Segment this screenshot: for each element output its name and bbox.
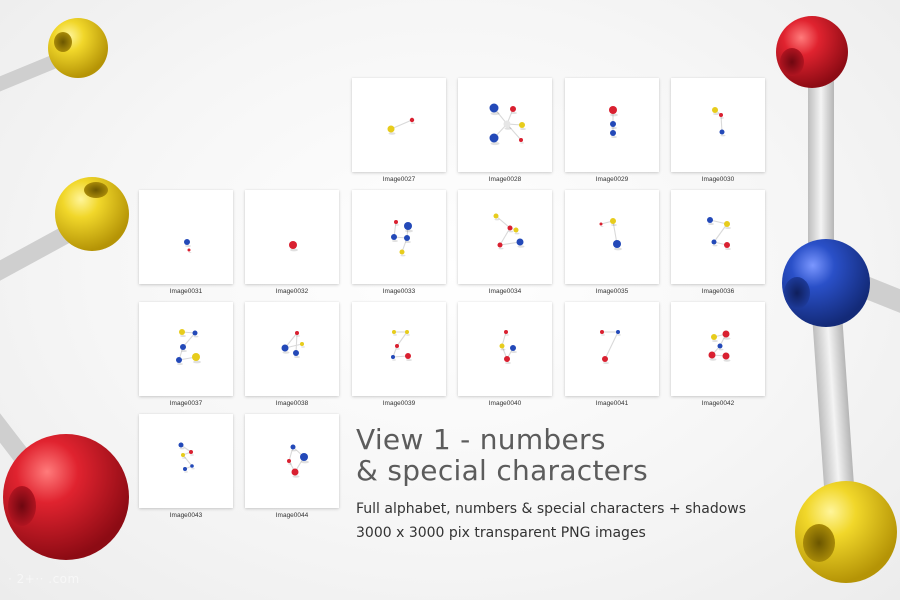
thumbnail-label: Image0037 xyxy=(169,400,203,407)
thumbnail-tile[interactable] xyxy=(352,302,446,396)
ball-shadow xyxy=(721,135,726,137)
ball-shadow xyxy=(710,358,717,360)
thumbnail-label: Image0030 xyxy=(701,176,735,183)
molecule-ball xyxy=(514,228,519,233)
molecule-ball xyxy=(490,134,499,143)
ball-shadow xyxy=(406,334,410,335)
thumbnail-tile[interactable] xyxy=(671,78,765,172)
thumbnail-tile[interactable] xyxy=(352,78,446,172)
thumbnail-tile[interactable] xyxy=(245,190,339,284)
molecule-ball xyxy=(391,234,397,240)
molecule-glyph xyxy=(139,190,233,284)
ball-shadow xyxy=(611,127,617,129)
molecule-ball xyxy=(400,250,405,255)
ball-shadow xyxy=(505,362,511,364)
molecule-stick xyxy=(500,228,510,245)
ball-shadow xyxy=(515,233,520,235)
molecule-ball xyxy=(289,241,297,249)
ball-shadow xyxy=(603,362,609,364)
molecule-glyph xyxy=(671,78,765,172)
molecule-glyph xyxy=(139,414,233,508)
molecule-ball xyxy=(724,221,730,227)
molecule-glyph xyxy=(565,302,659,396)
ball-shadow xyxy=(283,351,290,353)
molecule-ball xyxy=(188,249,191,252)
ball-shadow xyxy=(720,117,724,118)
molecule-ball xyxy=(179,443,184,448)
ball-shadow xyxy=(393,334,397,335)
ball-shadow xyxy=(395,224,399,225)
ball-shadow xyxy=(614,248,622,251)
ball-shadow xyxy=(601,334,605,335)
molecule-ball xyxy=(176,357,182,363)
thumbnail-tile[interactable] xyxy=(565,302,659,396)
ball-shadow xyxy=(610,114,618,117)
description-line-1: Full alphabet, numbers & special characters + shadows xyxy=(356,501,747,517)
thumbnail-label: Image0036 xyxy=(701,288,735,295)
ball-shadow xyxy=(194,336,199,338)
ball-shadow xyxy=(389,132,396,134)
thumbnail-label: Image0039 xyxy=(382,400,416,407)
thumbnail-label: Image0029 xyxy=(595,176,629,183)
thumbnail-label: Image0028 xyxy=(488,176,522,183)
ball-shadow xyxy=(520,142,524,143)
molecule-ball xyxy=(712,107,718,113)
ball-shadow xyxy=(294,356,300,358)
thumbnail-tile[interactable] xyxy=(458,78,552,172)
thumbnail-tile[interactable] xyxy=(671,302,765,396)
molecule-glyph xyxy=(245,302,339,396)
ball-shadow xyxy=(724,359,731,361)
ball-shadow xyxy=(185,245,191,247)
thumbnail-tile[interactable] xyxy=(458,302,552,396)
ball-shadow xyxy=(396,348,400,349)
thumbnail-label: Image0038 xyxy=(275,400,309,407)
molecule-ball xyxy=(405,330,409,334)
ball-shadow xyxy=(405,230,413,233)
molecule-stick xyxy=(397,332,407,346)
molecule-ball xyxy=(287,459,291,463)
thumbnail-label: Image0027 xyxy=(382,176,416,183)
headline-line-1: View 1 - numbers xyxy=(356,423,606,456)
molecule-ball xyxy=(183,467,187,471)
molecule-ball xyxy=(391,355,395,359)
molecule-ball xyxy=(723,353,730,360)
molecule-ball xyxy=(610,218,616,224)
ball-shadow xyxy=(392,359,396,360)
molecule-stick xyxy=(183,455,192,466)
ball-shadow xyxy=(505,334,509,335)
molecule-ball xyxy=(404,222,412,230)
ball-shadow xyxy=(499,248,504,250)
ball-shadow xyxy=(501,349,506,351)
molecule-ball xyxy=(192,353,200,361)
ball-shadow xyxy=(520,128,526,130)
ball-shadow xyxy=(177,363,183,365)
molecule-ball xyxy=(602,356,608,362)
molecule-ball xyxy=(292,469,299,476)
ball-shadow xyxy=(611,136,617,138)
ball-shadow xyxy=(601,226,604,227)
thumbnail-tile[interactable] xyxy=(565,78,659,172)
ball-shadow xyxy=(184,471,188,472)
molecule-ball xyxy=(718,344,723,349)
molecule-ball xyxy=(494,214,499,219)
ball-shadow xyxy=(725,248,731,250)
ball-shadow xyxy=(182,457,186,458)
molecule-ball xyxy=(498,243,503,248)
headline-line-2: & special characters xyxy=(356,454,649,487)
molecule-stick xyxy=(714,224,727,242)
molecule-ball xyxy=(610,121,616,127)
thumbnail-label: Image0031 xyxy=(169,288,203,295)
molecule-stick xyxy=(605,332,618,359)
molecule-ball xyxy=(519,122,525,128)
ball-shadow xyxy=(180,448,185,450)
molecule-ball xyxy=(609,106,617,114)
molecule-ball xyxy=(504,356,510,362)
headline xyxy=(356,424,776,486)
molecule-ball xyxy=(404,235,410,241)
molecule-ball xyxy=(410,118,414,122)
molecule-ball xyxy=(600,223,603,226)
molecule-ball xyxy=(723,331,730,338)
molecule-ball xyxy=(388,126,395,133)
molecule-glyph xyxy=(671,302,765,396)
ball-shadow xyxy=(406,359,412,361)
thumbnail-label: Image0041 xyxy=(595,400,629,407)
ball-shadow xyxy=(617,334,621,335)
ball-shadow xyxy=(301,461,309,464)
molecule-ball xyxy=(508,226,513,231)
molecule-ball xyxy=(720,130,725,135)
molecule-ball xyxy=(724,242,730,248)
ball-shadow xyxy=(181,350,187,352)
molecule-ball xyxy=(712,240,717,245)
molecule-ball xyxy=(395,344,399,348)
ball-shadow xyxy=(288,463,292,464)
molecule-ball xyxy=(190,464,194,468)
thumbnail-tile[interactable] xyxy=(139,302,233,396)
thumbnail-label: Image0032 xyxy=(275,288,309,295)
molecule-ball xyxy=(711,334,717,340)
molecule-ball xyxy=(519,138,523,142)
ball-shadow xyxy=(191,468,195,469)
thumbnail-tile[interactable] xyxy=(352,190,446,284)
thumbnail-label: Image0044 xyxy=(275,512,309,519)
molecule-ball xyxy=(613,240,621,248)
molecule-ball xyxy=(291,445,296,450)
ball-shadow xyxy=(518,245,525,247)
ball-shadow xyxy=(713,113,719,115)
watermark: · 2+·· .com xyxy=(8,572,80,586)
description-line-2: 3000 x 3000 pix transparent PNG images xyxy=(356,525,646,541)
molecule-ball xyxy=(709,352,716,359)
ball-shadow xyxy=(509,231,514,233)
ball-shadow xyxy=(719,349,724,351)
molecule-glyph xyxy=(352,302,446,396)
ball-shadow xyxy=(301,346,305,347)
molecule-ball xyxy=(179,329,185,335)
thumbnail-tile[interactable] xyxy=(139,190,233,284)
molecule-ball xyxy=(510,345,516,351)
molecule-glyph xyxy=(245,190,339,284)
molecule-ball xyxy=(193,331,198,336)
molecule-ball xyxy=(295,331,299,335)
molecule-glyph xyxy=(352,78,446,172)
molecule-glyph xyxy=(671,190,765,284)
molecule-ball xyxy=(504,330,508,334)
ball-shadow xyxy=(712,340,718,342)
thumbnail-label: Image0042 xyxy=(701,400,735,407)
molecule-glyph xyxy=(565,78,659,172)
molecule-stick xyxy=(496,216,510,228)
molecule-ball xyxy=(610,130,616,136)
molecule-ball xyxy=(600,330,604,334)
molecule-ball xyxy=(181,453,185,457)
molecule-ball xyxy=(707,217,713,223)
ball-shadow xyxy=(491,112,500,115)
ball-shadow xyxy=(491,142,500,145)
ball-shadow xyxy=(392,240,398,242)
molecule-ball xyxy=(517,239,524,246)
molecule-ball xyxy=(300,453,308,461)
molecule-glyph xyxy=(352,190,446,284)
molecule-glyph xyxy=(458,78,552,172)
ball-shadow xyxy=(725,227,731,229)
ball-shadow xyxy=(511,112,517,114)
molecule-ball xyxy=(504,121,511,128)
molecule-glyph xyxy=(565,190,659,284)
ball-shadow xyxy=(293,475,300,477)
ball-shadow xyxy=(189,252,192,253)
ball-shadow xyxy=(611,224,617,226)
thumbnail-tile[interactable] xyxy=(245,414,339,508)
thumbnail-label: Image0043 xyxy=(169,512,203,519)
ball-shadow xyxy=(290,249,298,252)
thumbnail-label: Image0040 xyxy=(488,400,522,407)
thumbnail-tile[interactable] xyxy=(565,190,659,284)
ball-shadow xyxy=(296,335,300,336)
molecule-ball xyxy=(405,353,411,359)
molecule-ball xyxy=(719,113,723,117)
molecule-ball xyxy=(282,345,289,352)
thumbnail-tile[interactable] xyxy=(458,190,552,284)
molecule-ball xyxy=(394,220,398,224)
ball-shadow xyxy=(713,245,718,247)
thumbnail-tile[interactable] xyxy=(671,190,765,284)
ball-shadow xyxy=(411,122,415,124)
thumbnail-tile[interactable] xyxy=(245,302,339,396)
molecule-ball xyxy=(180,344,186,350)
ball-shadow xyxy=(190,454,194,455)
ball-shadow xyxy=(405,241,411,243)
thumbnail-label: Image0034 xyxy=(488,288,522,295)
ball-shadow xyxy=(495,219,500,221)
ball-shadow xyxy=(708,223,714,225)
molecule-ball xyxy=(510,106,516,112)
thumbnail-tile[interactable] xyxy=(139,414,233,508)
thumbnail-label: Image0035 xyxy=(595,288,629,295)
ball-shadow xyxy=(180,335,186,337)
molecule-ball xyxy=(616,330,620,334)
molecule-glyph xyxy=(458,302,552,396)
molecule-ball xyxy=(500,344,505,349)
ball-shadow xyxy=(401,255,406,257)
molecule-glyph xyxy=(458,190,552,284)
molecule-ball xyxy=(189,450,193,454)
molecule-glyph xyxy=(139,302,233,396)
molecule-ball xyxy=(300,342,304,346)
molecule-ball xyxy=(293,350,299,356)
ball-shadow xyxy=(505,127,512,129)
molecule-ball xyxy=(490,104,499,113)
molecule-ball xyxy=(392,330,396,334)
molecule-glyph xyxy=(245,414,339,508)
thumbnail-label: Image0033 xyxy=(382,288,416,295)
ball-shadow xyxy=(193,361,201,364)
ball-shadow xyxy=(511,351,517,353)
ball-shadow xyxy=(292,450,297,452)
molecule-ball xyxy=(184,239,190,245)
ball-shadow xyxy=(724,337,731,339)
